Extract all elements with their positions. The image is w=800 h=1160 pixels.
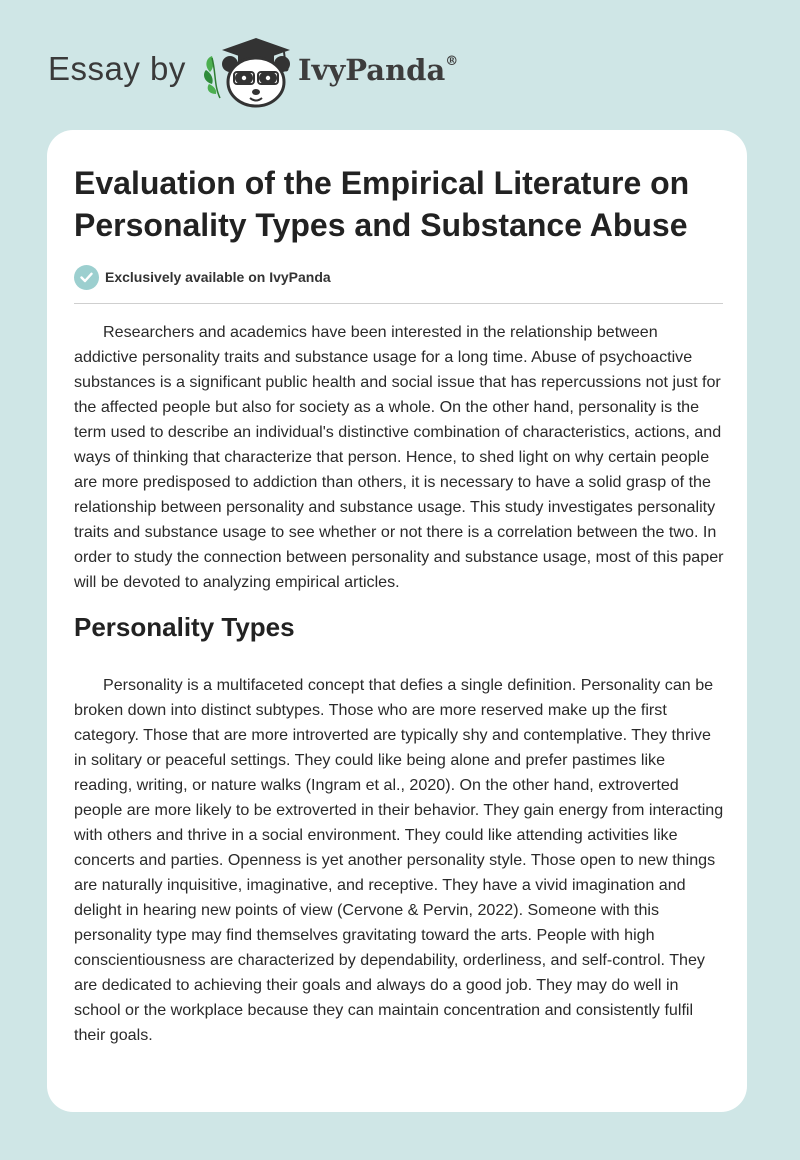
section-heading: Personality Types bbox=[74, 612, 295, 642]
panda-face-icon bbox=[222, 56, 290, 106]
exclusive-badge bbox=[74, 264, 331, 290]
exclusive-badge-text: Exclusively available on IvyPanda bbox=[105, 269, 331, 285]
intro-paragraph: Researchers and academics have been interested in the relationship between addictive personality traits and substance usage for a long time. Abuse of psychoactive substances is a significant public health and social issue that has repercussions not just for the affected people but also for society as a whole. On the other hand, personality is the term used to describe an individual's distinctive combination of characteristics, actions, and ways of thinking that characterize that person. Hence, to shed light on why certain people are more predisposed to addiction than others, it is necessary to have a solid grasp of the relationship between personality and substance usage. This study investigates personality traits and substance usage to see whether or not there is a correlation between the two. In order to study the connection between personality and substance usage, most of this paper will be devoted to analyzing empirical articles. bbox=[74, 323, 724, 591]
title-divider bbox=[74, 303, 723, 304]
essay-by-label: Essay by bbox=[48, 50, 186, 87]
site-header bbox=[0, 0, 800, 130]
registered-mark: ® bbox=[445, 54, 459, 70]
brand-name[interactable] bbox=[298, 53, 458, 87]
check-circle-icon bbox=[74, 265, 99, 290]
essay-title: Evaluation of the Empirical Literature on Personality Types and Substance Abuse bbox=[74, 165, 690, 243]
panda-graduate-logo[interactable] bbox=[200, 32, 296, 112]
ivy-leaf-icon bbox=[204, 56, 220, 98]
body-paragraph: Personality is a multifaceted concept that defies a single definition. Personality can be broken down into distinct subtypes. Those who are more reserved make up the first category. Those that are more introverted are typically shy and contemplative. They thrive in solitary or peaceful settings. They could like being alone and prefer pastimes like reading, writing, or nature walks (Ingram et al., 2020). On the other hand, extroverted people are more likely to be extroverted in their behavior. They gain energy from interacting with others and thrive in a social environment. They could like attending activities like concerts and parties. Openness is yet another personality style. Those open to new things are naturally inquisitive, imaginative, and receptive. They have a vivid imagination and delight in hearing new points of view (Cervone & Pervin, 2022). Someone with this personality type may find themselves gravitating toward the arts. People with high conscientiousness are characterized by dependability, orderliness, and self-control. They are dedicated to achieving their goals and always do a good job. They may do well in school or the workplace because they can maintain concentration and consistently fulfil their goals. bbox=[74, 676, 724, 1044]
brand-label: IvyPanda bbox=[298, 53, 446, 87]
